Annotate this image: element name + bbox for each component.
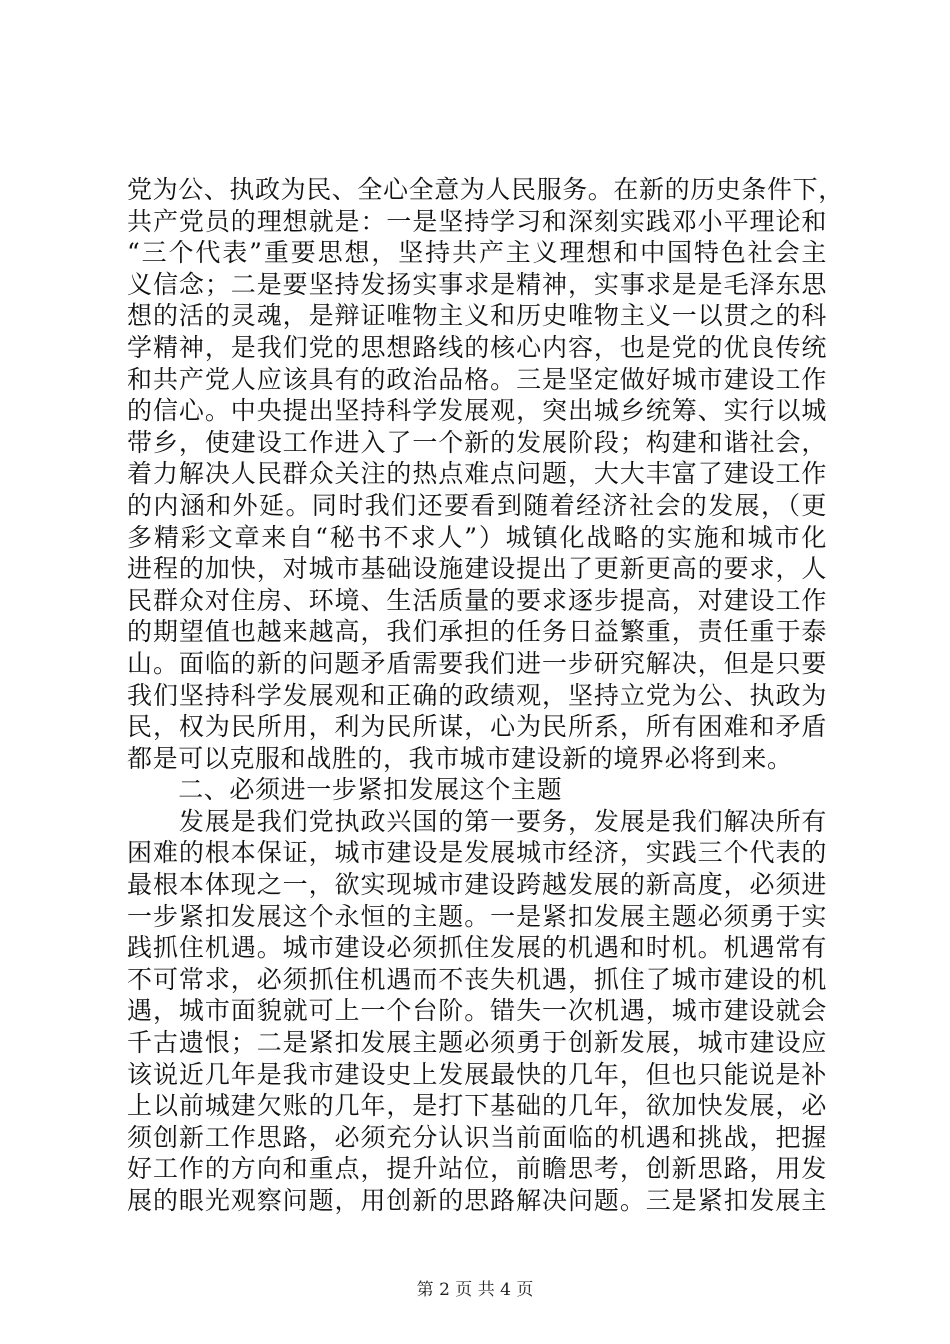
text-line: 展的眼光观察问题，用创新的思路解决问题。三是紧扣发展主 [127,1186,827,1215]
text-line: 上以前城建欠账的几年，是打下基础的几年，欲加快发展，必 [127,1091,827,1121]
text-line: 学精神，是我们党的思想路线的核心内容，也是党的优良传统 [127,332,827,362]
text-line: 我们坚持科学发展观和正确的政绩观，坚持立党为公、执政为 [127,680,827,710]
text-line: 遇，城市面貌就可上一个台阶。错失一次机遇，城市建设就会 [127,996,827,1026]
text-line: 民，权为民所用，利为民所谋，心为民所系，所有困难和矛盾 [127,712,827,742]
text-line: 都是可以克服和战胜的，我市城市建设新的境界必将到来。 [127,743,793,773]
text-line: 多精彩文章来自“秘书不求人”）城镇化战略的实施和城市化 [127,522,827,552]
text-line: 最根本体现之一，欲实现城市建设跨越发展的新高度，必须进 [127,870,827,900]
text-line: 着力解决人民群众关注的热点难点问题，大大丰富了建设工作 [127,459,827,489]
text-line: 民群众对住房、环境、生活质量的要求逐步提高，对建设工作 [127,585,827,615]
text-line: 的内涵和外延。同时我们还要看到随着经济社会的发展，（更 [127,490,827,520]
text-line: 想的活的灵魂，是辩证唯物主义和历史唯物主义一以贯之的科 [127,301,827,331]
text-line: 带乡，使建设工作进入了一个新的发展阶段；构建和谐社会， [127,427,827,457]
text-line: 的期望值也越来越高，我们承担的任务日益繁重，责任重于泰 [127,617,827,647]
text-line: 发展是我们党执政兴国的第一要务，发展是我们解决所有 [127,806,827,836]
text-line: “三个代表”重要思想，坚持共产主义理想和中国特色社会主 [127,238,827,268]
text-line: 山。面临的新的问题矛盾需要我们进一步研究解决，但是只要 [127,648,827,678]
text-line: 该说近几年是我市建设史上发展最快的几年，但也只能说是补 [127,1059,827,1089]
text-line: 党为公、执政为民、全心全意为人民服务。在新的历史条件下， [127,175,844,204]
text-line: 不可常求，必须抓住机遇而不丧失机遇，抓住了城市建设的机 [127,964,827,994]
text-line: 践抓住机遇。城市建设必须抓住发展的机遇和时机。机遇常有 [127,933,827,963]
text-line: 一步紧扣发展这个永恒的主题。一是紧扣发展主题必须勇于实 [127,901,827,931]
body-text [127,174,844,1217]
page-footer: 第 2 页 共 4 页 [416,1280,534,1300]
text-line: 进程的加快，对城市基础设施建设提出了更新更高的要求，人 [127,554,827,584]
text-line: 义信念；二是要坚持发扬实事求是精神，实事求是是毛泽东思 [127,269,827,299]
text-line: 千古遗恨；二是紧扣发展主题必须勇于创新发展，城市建设应 [127,1028,827,1058]
text-line: 共产党员的理想就是：一是坚持学习和深刻实践邓小平理论和 [127,206,827,236]
text-line: 和共产党人应该具有的政治品格。三是坚定做好城市建设工作 [127,364,827,394]
text-line: 困难的根本保证，城市建设是发展城市经济，实践三个代表的 [127,838,827,868]
section-heading: 二、必须进一步紧扣发展这个主题 [127,775,563,805]
text-line: 的信心。中央提出坚持科学发展观，突出城乡统筹、实行以城 [127,396,827,426]
text-line: 好工作的方向和重点，提升站位，前瞻思考，创新思路，用发 [127,1154,827,1184]
text-line: 须创新工作思路，必须充分认识当前面临的机遇和挑战，把握 [127,1122,827,1152]
